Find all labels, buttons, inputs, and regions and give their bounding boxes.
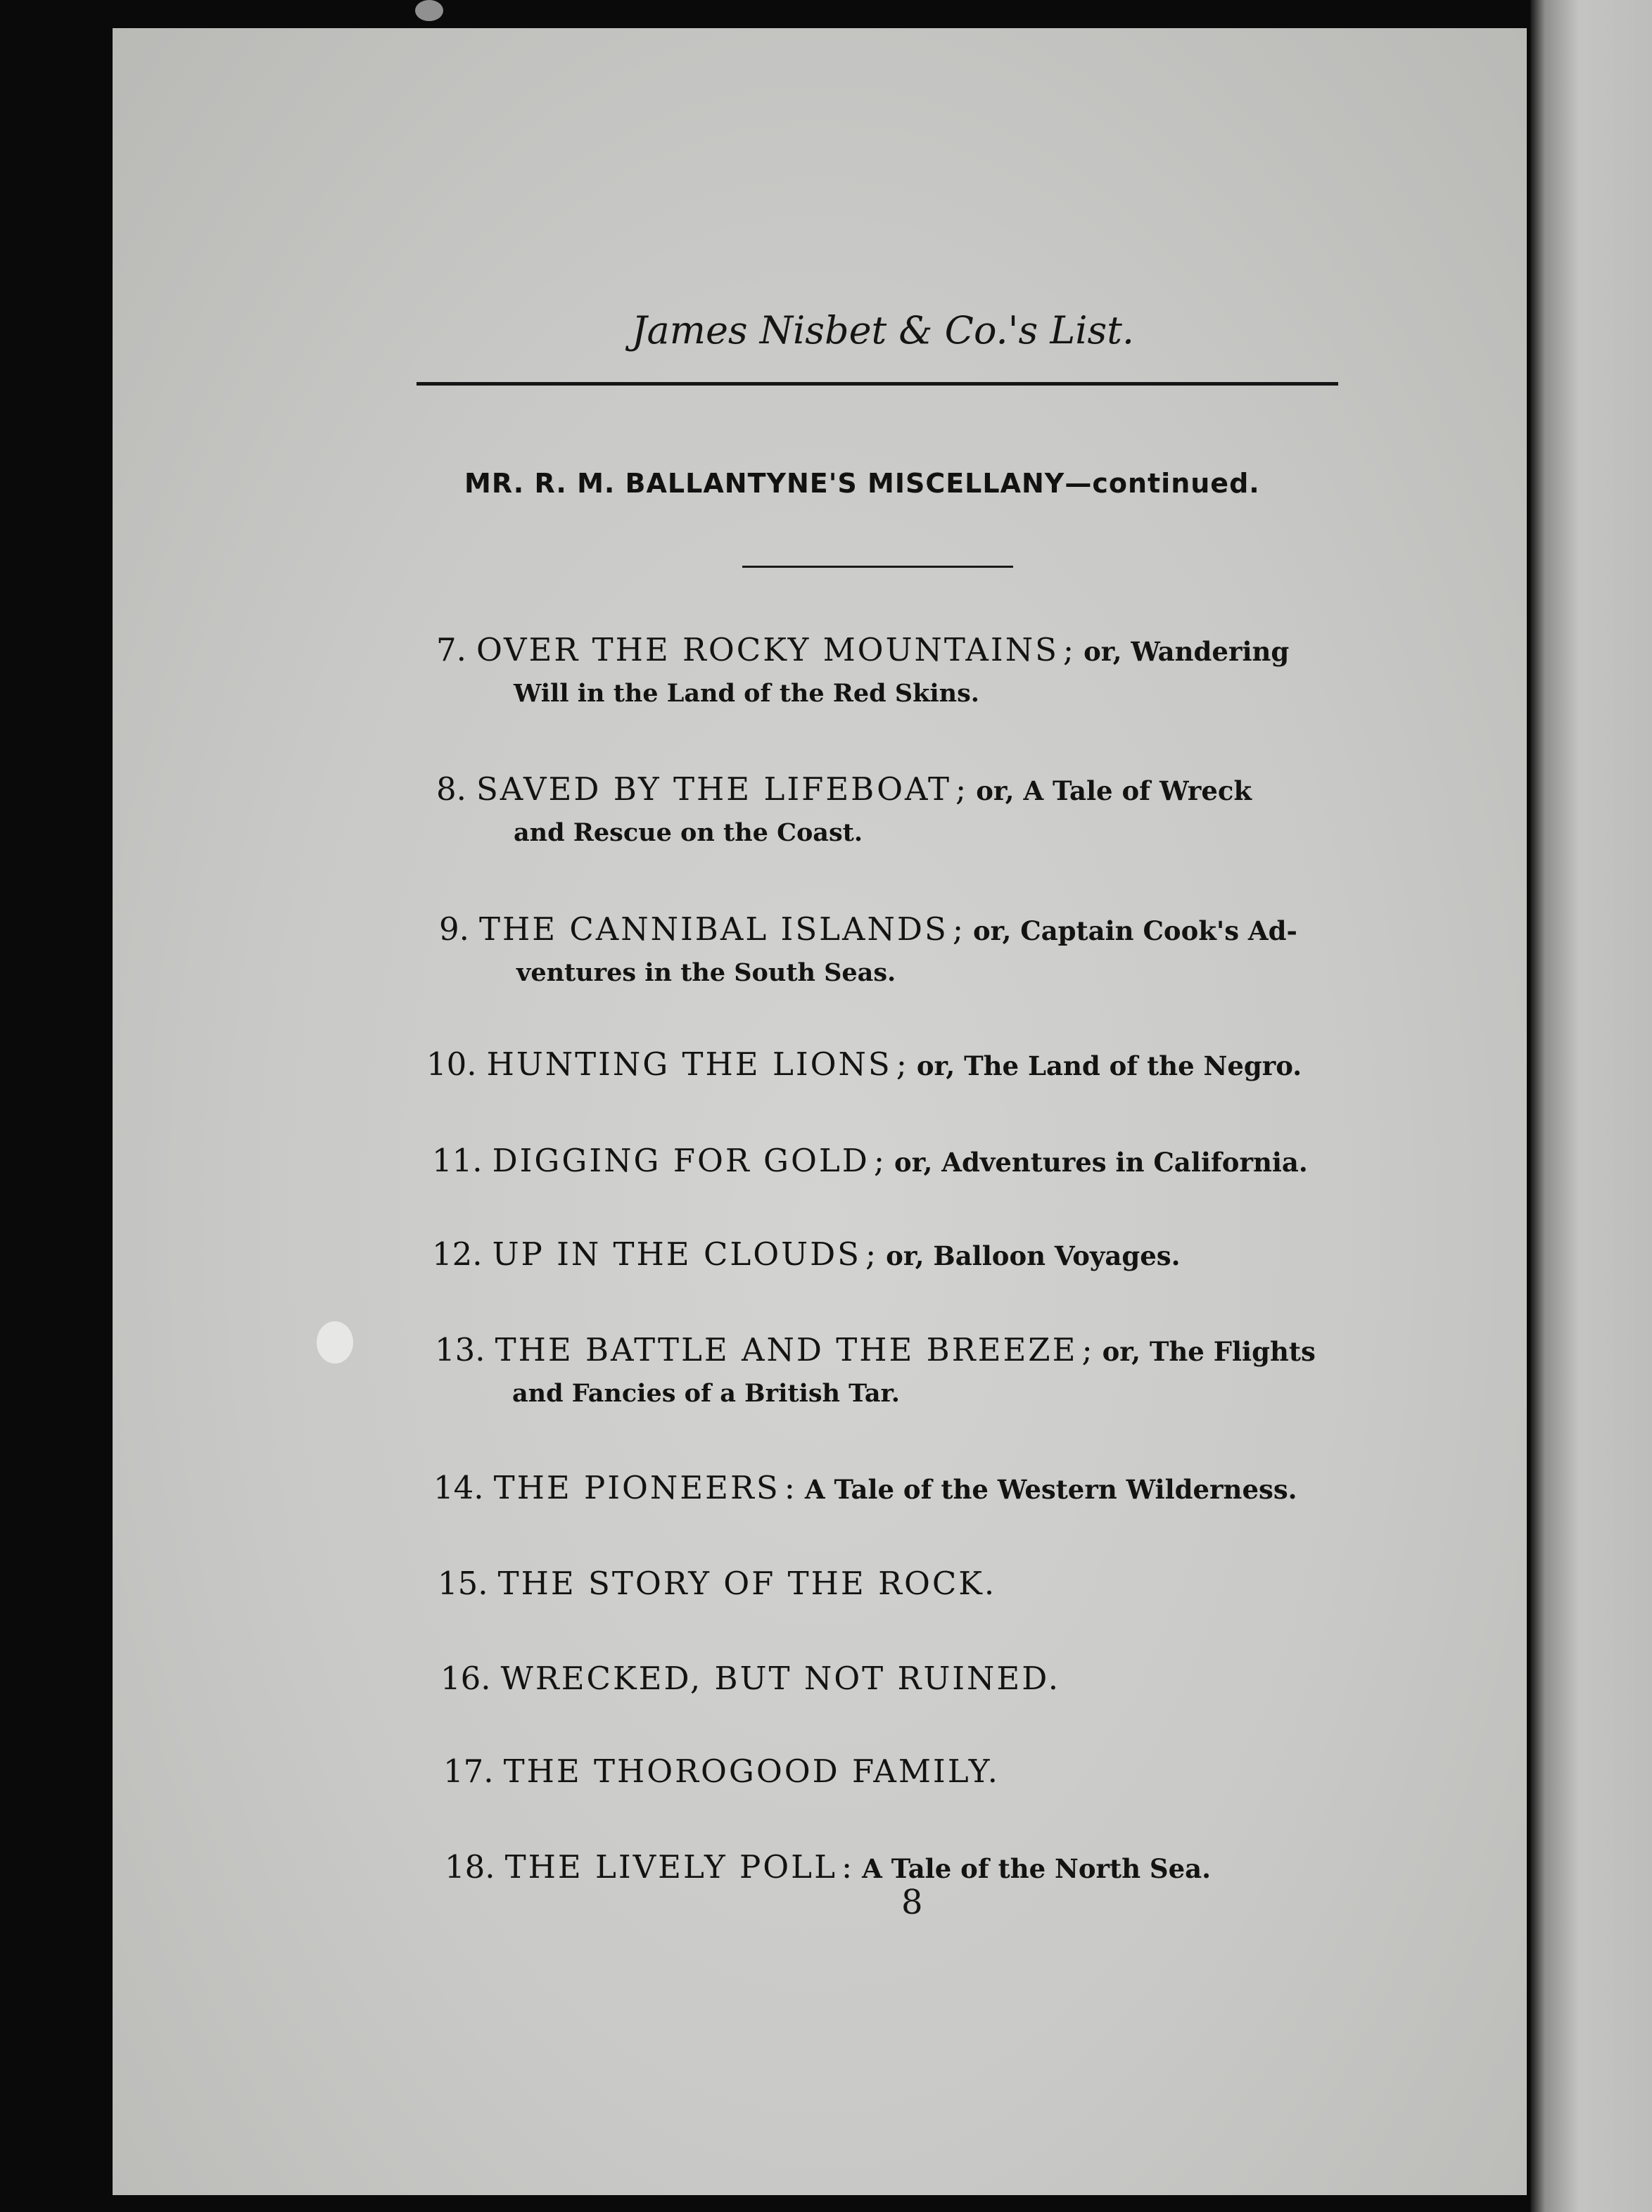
entry-subtitle: or, Wandering [1084, 636, 1290, 667]
entry-line [439, 907, 1368, 953]
entry-line [435, 1328, 1364, 1374]
entry-subtitle-continuation: ventures in the South Seas. [516, 958, 896, 987]
book-entry [433, 1466, 1362, 1512]
book-entry [438, 1561, 1366, 1606]
entry-number: 7. [436, 631, 466, 668]
entry-line [440, 1656, 1369, 1701]
entry-subtitle-continuation: and Rescue on the Coast. [514, 818, 863, 847]
entry-line [436, 628, 1365, 674]
entry-subtitle: A Tale of the Western Wilderness. [804, 1474, 1297, 1505]
entry-number: 12. [432, 1235, 483, 1273]
entry-title: THE CANNIBAL ISLANDS [478, 910, 948, 948]
book-entry [432, 1232, 1361, 1278]
entry-line [433, 1466, 1362, 1512]
entry-title: THE LIVELY POLL [504, 1848, 837, 1886]
book-entry [443, 1749, 1372, 1794]
adjacent-page-edge [1530, 0, 1652, 2212]
section-divider [742, 566, 1013, 568]
entry-subtitle: or, The Flights [1102, 1336, 1316, 1367]
entry-title: OVER THE ROCKY MOUNTAINS [476, 631, 1059, 668]
entry-subtitle: A Tale of the North Sea. [862, 1853, 1212, 1884]
section-heading: MR. R. M. BALLANTYNE'S MISCELLANY—continued. [464, 468, 1260, 499]
entry-title: UP IN THE CLOUDS [492, 1235, 861, 1273]
entry-title: THE PIONEERS [493, 1469, 780, 1506]
entry-number: 10. [426, 1045, 477, 1083]
entry-title: SAVED BY THE LIFEBOAT [476, 770, 952, 808]
entry-subtitle-continuation: and Fancies of a British Tar. [512, 1379, 900, 1408]
entry-separator: ; [955, 770, 967, 808]
book-entry [439, 907, 1368, 993]
header-rule [417, 382, 1338, 386]
entry-title: HUNTING THE LIONS [486, 1045, 892, 1083]
entry-title: WRECKED, BUT NOT RUINED. [500, 1660, 1061, 1697]
entry-subtitle: or, Captain Cook's Ad- [973, 915, 1297, 946]
entry-number: 8. [436, 770, 466, 808]
entry-title: THE BATTLE AND THE BREEZE [495, 1331, 1078, 1368]
entry-line [432, 1232, 1361, 1278]
entry-separator: ; [865, 1235, 877, 1273]
entry-separator: : [784, 1469, 795, 1506]
book-entry [436, 628, 1365, 713]
paper-blemish [415, 0, 443, 21]
entry-separator: ; [952, 910, 963, 948]
entry-number: 11. [432, 1142, 483, 1179]
entry-number: 9. [439, 910, 469, 948]
book-entry [440, 1656, 1369, 1701]
page-number: 8 [901, 1883, 923, 1922]
entry-title: THE STORY OF THE ROCK. [497, 1565, 997, 1602]
entry-subtitle: or, The Land of the Negro. [916, 1050, 1302, 1081]
entry-number: 18. [445, 1848, 495, 1886]
entry-subtitle: or, Adventures in California. [894, 1147, 1308, 1178]
entry-title: DIGGING FOR GOLD [492, 1142, 870, 1179]
entry-number: 16. [440, 1660, 491, 1697]
entry-separator: ; [1081, 1331, 1093, 1368]
entry-number: 17. [443, 1753, 494, 1790]
entry-number: 15. [438, 1565, 488, 1602]
entry-number: 13. [435, 1331, 485, 1368]
entry-line [443, 1749, 1372, 1794]
entry-line [432, 1138, 1361, 1185]
entry-number: 14. [433, 1469, 484, 1506]
entry-separator: : [841, 1848, 853, 1886]
book-entry [436, 767, 1365, 853]
entry-line [426, 1042, 1355, 1088]
entry-separator: ; [896, 1045, 907, 1083]
entry-subtitle: or, A Tale of Wreck [976, 775, 1252, 806]
entry-line [438, 1561, 1366, 1606]
paper-blemish [317, 1321, 353, 1364]
entry-subtitle: or, Balloon Voyages. [886, 1240, 1181, 1271]
book-entry [426, 1042, 1355, 1088]
entry-line [436, 767, 1365, 813]
entry-title: THE THOROGOOD FAMILY. [503, 1753, 1000, 1790]
entry-separator: ; [873, 1142, 885, 1179]
entry-separator: ; [1062, 631, 1074, 668]
book-entry [432, 1138, 1361, 1185]
running-head: James Nisbet & Co.'s List. [631, 308, 1135, 352]
entry-subtitle-continuation: Will in the Land of the Red Skins. [514, 679, 979, 708]
book-entry [435, 1328, 1364, 1413]
